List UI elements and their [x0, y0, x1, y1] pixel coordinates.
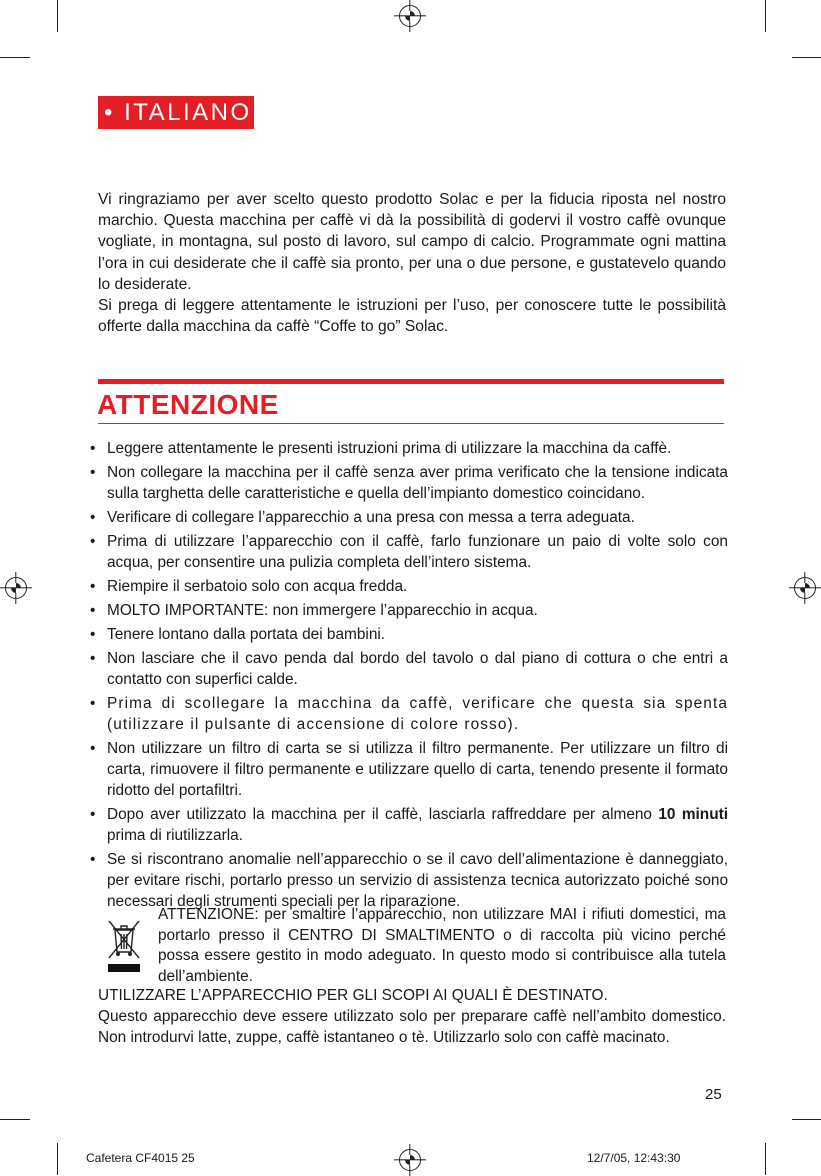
bullet: •: [90, 695, 97, 712]
crop-mark: [0, 57, 30, 58]
bullet: •: [90, 509, 96, 526]
disposal-notice: ATTENZIONE: per smaltire l’apparecchio, non utilizzare MAI i rifiuti domestici, ma portarlo presso il CENTRO DI SMALTIMENTO o di raccolta più vicino perché possa essere gestito in modo adeguato. In questo modo si contribuisce alla tutela dell’ambiente.: [158, 906, 726, 985]
bullet: •: [90, 740, 96, 757]
usage-text: Questo apparecchio deve essere utilizzato solo per preparare caffè nell’ambito domestico. Non introdurvi latte, zuppe, caffè istantaneo o tè. Utilizzarlo solo con caffè macinato.: [98, 1007, 726, 1046]
list-item: • Non collegare la macchina per il caffè senza aver prima verificato che la tensione indicata sulla targhetta delle caratteristiche e quella dell’impianto domestico coincidano.: [90, 464, 728, 502]
print-slug-timestamp: 12/7/05, 12:43:30: [587, 1151, 681, 1165]
crop-mark: [792, 57, 821, 58]
registration-mark-icon: [5, 577, 27, 599]
bullet: •: [90, 650, 96, 667]
section-divider: [98, 379, 724, 384]
print-slug-file: Cafetera CF4015 25: [86, 1151, 195, 1165]
bullet: •: [90, 602, 96, 619]
heading-underline: [98, 423, 724, 424]
language-tab: • ITALIANO: [98, 96, 254, 129]
list-item: • MOLTO IMPORTANTE: non immergere l’apparecchio in acqua.: [90, 602, 538, 619]
registration-mark-icon: [794, 577, 816, 599]
page-number: 25: [705, 1086, 722, 1103]
usage-heading: UTILIZZARE L’APPARECCHIO PER GLI SCOPI AI QUALI È DESTINATO.: [98, 987, 608, 1004]
list-item: • Riempire il serbatoio solo con acqua fredda.: [90, 578, 408, 595]
list-item: • Prima di utilizzare l’apparecchio con il caffè, farlo funzionare un paio di volte solo con acqua, per consentire una pulizia completa dell’intero sistema.: [90, 533, 728, 571]
bullet: •: [90, 440, 96, 457]
list-item: • Tenere lontano dalla portata dei bambini.: [90, 626, 386, 643]
intro-text: [98, 189, 726, 337]
list-item: • Prima di scollegare la macchina da caffè, verificare che questa sia spenta (utilizzare il pulsante di accensione di colore rosso).: [90, 695, 728, 733]
section-heading: ATTENZIONE: [97, 389, 279, 420]
bullet: •: [90, 464, 96, 481]
crop-mark: [57, 1143, 58, 1175]
intro-paragraph-1: Vi ringraziamo per aver scelto questo prodotto Solac e per la fiducia riposta nel nostro marchio. Questa macchina per caffè vi dà la possibilità di godervi il vostro caffè ovunque vogliate, in montagna, sul posto di lavoro, sul campo di calcio. Programmate ogni mattina l’ora in cui desiderate che il caffè sia pronto, per una o due persone, e gustatevelo quando lo desiderate.: [98, 191, 726, 293]
list-item: • Non utilizzare un filtro di carta se si utilizza il filtro permanente. Per utilizzare un filtro di carta, rimuovere il filtro permanente e utilizzare quello di carta, tenendo presente il formato ridotto del portafiltri.: [90, 740, 728, 799]
bullet: •: [90, 626, 96, 643]
list-item: • Verificare di collegare l’apparecchio a una presa con messa a terra adeguata.: [90, 509, 635, 526]
crop-mark: [57, 0, 58, 32]
bullet: •: [90, 533, 96, 550]
bullet: •: [90, 806, 96, 823]
list-item: • Leggere attentamente le presenti istruzioni prima di utilizzare la macchina da caffè.: [90, 440, 672, 457]
registration-mark-icon: [399, 5, 421, 27]
crop-mark: [765, 0, 766, 32]
usage-section: [98, 986, 726, 1048]
intro-paragraph-2: Si prega di leggere attentamente le istruzioni per l’uso, per conoscere tutte le possibilità offerte dalla macchina da caffè “Coffe to go” Solac.: [98, 297, 726, 336]
bullet: •: [90, 851, 96, 868]
crop-mark: [0, 1119, 30, 1120]
crop-mark: [792, 1119, 821, 1120]
warning-list: [90, 438, 728, 915]
crossed-bin-icon: [106, 918, 142, 974]
list-item: • Se si riscontrano anomalie nell’apparecchio o se il cavo dell’alimentazione è danneggiato, per evitare rischi, portarlo presso un servizio di assistenza tecnica autorizzato poiché sono necessari degli strumenti speciali per la riparazione.: [90, 851, 728, 910]
registration-mark-icon: [399, 1149, 421, 1171]
crop-mark: [765, 1143, 766, 1175]
list-item: • Non lasciare che il cavo penda dal bordo del tavolo o dal piano di cottura o che entri a contatto con superfici calde.: [90, 650, 728, 688]
emphasis: 10 minuti: [658, 806, 728, 823]
list-item: • Dopo aver utilizzato la macchina per il caffè, lasciarla raffreddare per almeno 10 minuti prima di riutilizzarla.: [90, 806, 728, 844]
bullet: •: [90, 578, 96, 595]
